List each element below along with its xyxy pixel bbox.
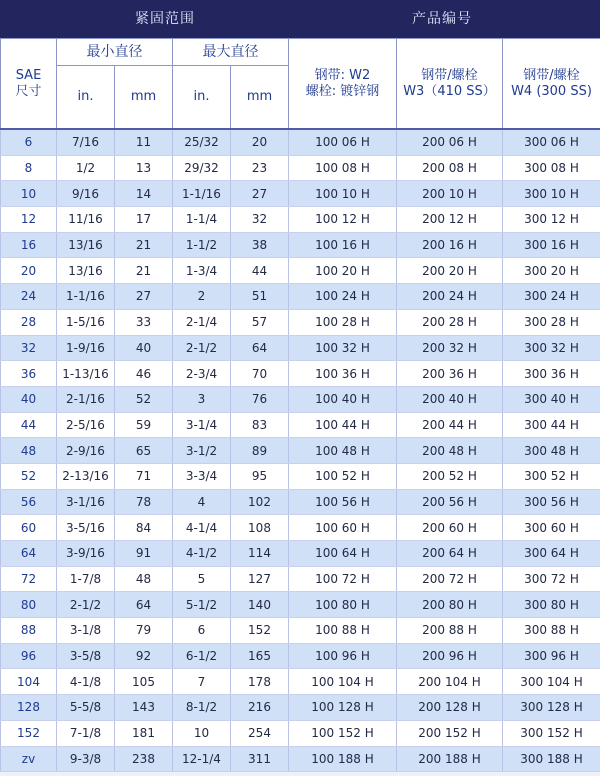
w3-code-cell: 200 28 H xyxy=(397,309,503,335)
max-mm-cell: 152 xyxy=(231,618,289,644)
w3-code-cell: 200 06 H xyxy=(397,129,503,155)
w3-code-cell: 200 152 H xyxy=(397,720,503,746)
table-row xyxy=(1,566,600,592)
w2-code-cell: 100 24 H xyxy=(289,284,397,310)
sae-size-cell: 6 xyxy=(1,129,57,155)
min-in-cell: 4-1/8 xyxy=(57,669,115,695)
w3-code-cell: 200 56 H xyxy=(397,489,503,515)
w4-code-cell: 300 44 H xyxy=(503,412,600,438)
min-mm-cell: 143 xyxy=(115,695,173,721)
max-diameter-header: 最大直径 xyxy=(173,39,289,66)
table-body xyxy=(1,129,600,772)
max-in-cell: 6 xyxy=(173,618,231,644)
sae-size-cell: 40 xyxy=(1,386,57,412)
min-in-cell: 2-1/2 xyxy=(57,592,115,618)
max-mm-cell: 95 xyxy=(231,463,289,489)
table-row xyxy=(1,129,600,155)
min-in-cell: 1-1/16 xyxy=(57,284,115,310)
min-in-cell: 7/16 xyxy=(57,129,115,155)
sae-size-cell: 52 xyxy=(1,463,57,489)
w4-code-cell: 300 32 H xyxy=(503,335,600,361)
w3-code-cell: 200 44 H xyxy=(397,412,503,438)
w2-code-cell: 100 152 H xyxy=(289,720,397,746)
w3-code-cell: 200 96 H xyxy=(397,643,503,669)
max-in-cell: 2 xyxy=(173,284,231,310)
sae-size-cell: 36 xyxy=(1,361,57,387)
w2-code-cell: 100 80 H xyxy=(289,592,397,618)
min-mm-cell: 33 xyxy=(115,309,173,335)
min-in-cell: 9-3/8 xyxy=(57,746,115,772)
w3-code-cell: 200 08 H xyxy=(397,155,503,181)
max-in-header: in. xyxy=(173,66,231,130)
table-row xyxy=(1,309,600,335)
sae-size-cell: 12 xyxy=(1,207,57,233)
min-mm-cell: 40 xyxy=(115,335,173,361)
w4-code-cell: 300 10 H xyxy=(503,181,600,207)
w3-code-cell: 200 88 H xyxy=(397,618,503,644)
range-group-title: 紧固范围 xyxy=(135,11,195,27)
sae-size-cell: 16 xyxy=(1,232,57,258)
w4-code-cell: 300 96 H xyxy=(503,643,600,669)
w2-screw-label: 螺栓: 镀锌钢 xyxy=(305,83,380,99)
table-row xyxy=(1,386,600,412)
min-mm-cell: 52 xyxy=(115,386,173,412)
w2-code-cell: 100 10 H xyxy=(289,181,397,207)
min-in-cell: 1-9/16 xyxy=(57,335,115,361)
w3-code-cell: 200 32 H xyxy=(397,335,503,361)
w4-code-cell: 300 28 H xyxy=(503,309,600,335)
max-in-cell: 3-3/4 xyxy=(173,463,231,489)
w2-code-cell: 100 60 H xyxy=(289,515,397,541)
min-mm-cell: 84 xyxy=(115,515,173,541)
sae-size-cell: 24 xyxy=(1,284,57,310)
w3-code-cell: 200 36 H xyxy=(397,361,503,387)
w4-code-cell: 300 72 H xyxy=(503,566,600,592)
max-mm-cell: 51 xyxy=(231,284,289,310)
w4-code-cell: 300 24 H xyxy=(503,284,600,310)
table-row xyxy=(1,515,600,541)
sae-size-cell: 72 xyxy=(1,566,57,592)
table-row xyxy=(1,643,600,669)
w2-code-cell: 100 12 H xyxy=(289,207,397,233)
min-in-cell: 2-5/16 xyxy=(57,412,115,438)
max-in-cell: 4-1/2 xyxy=(173,541,231,567)
w2-code-cell: 100 52 H xyxy=(289,463,397,489)
max-in-cell: 3 xyxy=(173,386,231,412)
w2-code-cell: 100 48 H xyxy=(289,438,397,464)
w4-material-label: 钢带/螺栓 xyxy=(523,67,580,83)
sae-size-cell: 10 xyxy=(1,181,57,207)
w2-code-cell: 100 06 H xyxy=(289,129,397,155)
min-in-cell: 3-9/16 xyxy=(57,541,115,567)
sae-size-cell: 88 xyxy=(1,618,57,644)
min-in-cell: 1-5/16 xyxy=(57,309,115,335)
max-mm-cell: 38 xyxy=(231,232,289,258)
min-diameter-header: 最小直径 xyxy=(57,39,173,66)
w4-code-cell: 300 12 H xyxy=(503,207,600,233)
min-in-cell: 3-5/16 xyxy=(57,515,115,541)
min-mm-cell: 13 xyxy=(115,155,173,181)
max-in-cell: 25/32 xyxy=(173,129,231,155)
w4-code-cell: 300 128 H xyxy=(503,695,600,721)
w4-code-cell: 300 06 H xyxy=(503,129,600,155)
min-in-cell: 1/2 xyxy=(57,155,115,181)
w3-code-cell: 200 10 H xyxy=(397,181,503,207)
min-mm-cell: 91 xyxy=(115,541,173,567)
table-row xyxy=(1,361,600,387)
max-in-cell: 2-1/2 xyxy=(173,335,231,361)
max-in-cell: 12-1/4 xyxy=(173,746,231,772)
max-in-cell: 1-1/2 xyxy=(173,232,231,258)
table-row xyxy=(1,232,600,258)
max-mm-cell: 254 xyxy=(231,720,289,746)
w2-band-label: 钢带: W2 xyxy=(314,67,371,83)
min-mm-cell: 48 xyxy=(115,566,173,592)
sae-size-cell: 44 xyxy=(1,412,57,438)
max-mm-cell: 23 xyxy=(231,155,289,181)
sae-size-cell: 128 xyxy=(1,695,57,721)
max-mm-cell: 27 xyxy=(231,181,289,207)
max-in-cell: 7 xyxy=(173,669,231,695)
table-row xyxy=(1,695,600,721)
w3-material-label: 钢带/螺栓 xyxy=(421,67,478,83)
max-mm-cell: 76 xyxy=(231,386,289,412)
max-in-cell: 29/32 xyxy=(173,155,231,181)
table-row xyxy=(1,746,600,772)
sae-size-cell: 28 xyxy=(1,309,57,335)
sae-size-cell: 104 xyxy=(1,669,57,695)
w2-code-cell: 100 96 H xyxy=(289,643,397,669)
sae-size-cell: 20 xyxy=(1,258,57,284)
max-in-cell: 2-3/4 xyxy=(173,361,231,387)
max-mm-header: mm xyxy=(231,66,289,130)
table-row xyxy=(1,335,600,361)
w2-code-cell: 100 32 H xyxy=(289,335,397,361)
w3-code-cell: 200 80 H xyxy=(397,592,503,618)
w4-code-cell: 300 80 H xyxy=(503,592,600,618)
w4-header xyxy=(503,39,600,130)
max-mm-cell: 57 xyxy=(231,309,289,335)
sae-size-header xyxy=(1,39,57,130)
table-row xyxy=(1,412,600,438)
sae-size-cell: 152 xyxy=(1,720,57,746)
min-mm-cell: 11 xyxy=(115,129,173,155)
header-band xyxy=(0,0,600,38)
min-in-cell: 7-1/8 xyxy=(57,720,115,746)
sae-size-cell: 60 xyxy=(1,515,57,541)
w2-code-cell: 100 56 H xyxy=(289,489,397,515)
w4-code-cell: 300 48 H xyxy=(503,438,600,464)
w4-code-cell: 300 88 H xyxy=(503,618,600,644)
sae-size-cell: 64 xyxy=(1,541,57,567)
w3-code-cell: 200 24 H xyxy=(397,284,503,310)
w4-code-cell: 300 16 H xyxy=(503,232,600,258)
min-mm-cell: 92 xyxy=(115,643,173,669)
max-mm-cell: 44 xyxy=(231,258,289,284)
w4-code-cell: 300 60 H xyxy=(503,515,600,541)
min-in-cell: 13/16 xyxy=(57,258,115,284)
w4-code-cell: 300 36 H xyxy=(503,361,600,387)
table-row xyxy=(1,720,600,746)
w3-code-cell: 200 60 H xyxy=(397,515,503,541)
max-in-cell: 1-3/4 xyxy=(173,258,231,284)
min-in-cell: 3-5/8 xyxy=(57,643,115,669)
w4-code-cell: 300 20 H xyxy=(503,258,600,284)
min-mm-cell: 17 xyxy=(115,207,173,233)
max-in-cell: 5 xyxy=(173,566,231,592)
max-mm-cell: 108 xyxy=(231,515,289,541)
sae-size-cell: zv xyxy=(1,746,57,772)
min-in-cell: 13/16 xyxy=(57,232,115,258)
w4-code-cell: 300 64 H xyxy=(503,541,600,567)
min-mm-cell: 65 xyxy=(115,438,173,464)
w3-code-cell: 200 188 H xyxy=(397,746,503,772)
w4-code-cell: 300 08 H xyxy=(503,155,600,181)
w2-code-cell: 100 128 H xyxy=(289,695,397,721)
max-in-cell: 2-1/4 xyxy=(173,309,231,335)
min-in-cell: 5-5/8 xyxy=(57,695,115,721)
sae-size-cell: 80 xyxy=(1,592,57,618)
min-mm-cell: 78 xyxy=(115,489,173,515)
w4-grade-label: W4 (300 SS) xyxy=(511,83,592,99)
min-mm-cell: 64 xyxy=(115,592,173,618)
table-row xyxy=(1,463,600,489)
max-in-cell: 10 xyxy=(173,720,231,746)
w2-code-cell: 100 40 H xyxy=(289,386,397,412)
max-mm-cell: 140 xyxy=(231,592,289,618)
table-row xyxy=(1,669,600,695)
max-in-cell: 6-1/2 xyxy=(173,643,231,669)
w3-header xyxy=(397,39,503,130)
min-mm-cell: 46 xyxy=(115,361,173,387)
max-mm-cell: 114 xyxy=(231,541,289,567)
min-in-cell: 2-9/16 xyxy=(57,438,115,464)
min-mm-header: mm xyxy=(115,66,173,130)
w2-code-cell: 100 16 H xyxy=(289,232,397,258)
min-in-cell: 3-1/8 xyxy=(57,618,115,644)
min-mm-cell: 71 xyxy=(115,463,173,489)
w3-code-cell: 200 20 H xyxy=(397,258,503,284)
max-mm-cell: 311 xyxy=(231,746,289,772)
w2-code-cell: 100 20 H xyxy=(289,258,397,284)
w3-code-cell: 200 104 H xyxy=(397,669,503,695)
max-mm-cell: 32 xyxy=(231,207,289,233)
max-in-cell: 4 xyxy=(173,489,231,515)
max-in-cell: 1-1/4 xyxy=(173,207,231,233)
table-row xyxy=(1,207,600,233)
w2-code-cell: 100 88 H xyxy=(289,618,397,644)
w3-code-cell: 200 12 H xyxy=(397,207,503,233)
w2-code-cell: 100 64 H xyxy=(289,541,397,567)
min-mm-cell: 181 xyxy=(115,720,173,746)
sae-label: SAE xyxy=(15,67,42,83)
w4-code-cell: 300 56 H xyxy=(503,489,600,515)
min-mm-cell: 59 xyxy=(115,412,173,438)
max-mm-cell: 165 xyxy=(231,643,289,669)
min-mm-cell: 79 xyxy=(115,618,173,644)
max-mm-cell: 64 xyxy=(231,335,289,361)
w2-code-cell: 100 44 H xyxy=(289,412,397,438)
w4-code-cell: 300 188 H xyxy=(503,746,600,772)
min-in-cell: 1-13/16 xyxy=(57,361,115,387)
sae-size-cell: 48 xyxy=(1,438,57,464)
w3-code-cell: 200 128 H xyxy=(397,695,503,721)
sae-size-cell: 32 xyxy=(1,335,57,361)
max-in-cell: 3-1/4 xyxy=(173,412,231,438)
max-mm-cell: 89 xyxy=(231,438,289,464)
w2-code-cell: 100 36 H xyxy=(289,361,397,387)
w2-code-cell: 100 72 H xyxy=(289,566,397,592)
table-row xyxy=(1,592,600,618)
max-mm-cell: 178 xyxy=(231,669,289,695)
min-mm-cell: 27 xyxy=(115,284,173,310)
w3-code-cell: 200 16 H xyxy=(397,232,503,258)
max-mm-cell: 102 xyxy=(231,489,289,515)
max-in-cell: 8-1/2 xyxy=(173,695,231,721)
product-code-group-title: 产品编号 xyxy=(412,11,472,27)
w4-code-cell: 300 104 H xyxy=(503,669,600,695)
w3-code-cell: 200 48 H xyxy=(397,438,503,464)
sae-size-cell: 96 xyxy=(1,643,57,669)
min-in-cell: 2-1/16 xyxy=(57,386,115,412)
w3-code-cell: 200 40 H xyxy=(397,386,503,412)
w2-code-cell: 100 28 H xyxy=(289,309,397,335)
table-row xyxy=(1,438,600,464)
min-mm-cell: 238 xyxy=(115,746,173,772)
w3-code-cell: 200 52 H xyxy=(397,463,503,489)
w3-code-cell: 200 72 H xyxy=(397,566,503,592)
max-mm-cell: 127 xyxy=(231,566,289,592)
table-row xyxy=(1,181,600,207)
table-row xyxy=(1,541,600,567)
min-in-header: in. xyxy=(57,66,115,130)
w4-code-cell: 300 152 H xyxy=(503,720,600,746)
hose-clamp-table xyxy=(0,38,600,772)
max-mm-cell: 20 xyxy=(231,129,289,155)
table-row xyxy=(1,258,600,284)
sae-size-cell: 56 xyxy=(1,489,57,515)
table-row xyxy=(1,155,600,181)
max-in-cell: 5-1/2 xyxy=(173,592,231,618)
min-mm-cell: 105 xyxy=(115,669,173,695)
w3-grade-label: W3（410 SS） xyxy=(403,83,496,99)
w4-code-cell: 300 52 H xyxy=(503,463,600,489)
min-in-cell: 1-7/8 xyxy=(57,566,115,592)
min-in-cell: 11/16 xyxy=(57,207,115,233)
max-in-cell: 4-1/4 xyxy=(173,515,231,541)
max-mm-cell: 216 xyxy=(231,695,289,721)
max-in-cell: 1-1/16 xyxy=(173,181,231,207)
table-row xyxy=(1,618,600,644)
min-in-cell: 2-13/16 xyxy=(57,463,115,489)
min-mm-cell: 21 xyxy=(115,232,173,258)
sae-size-cell: 8 xyxy=(1,155,57,181)
w2-code-cell: 100 104 H xyxy=(289,669,397,695)
w2-code-cell: 100 08 H xyxy=(289,155,397,181)
table-row xyxy=(1,284,600,310)
min-mm-cell: 14 xyxy=(115,181,173,207)
size-label: 尺寸 xyxy=(15,83,42,99)
w3-code-cell: 200 64 H xyxy=(397,541,503,567)
max-mm-cell: 70 xyxy=(231,361,289,387)
min-in-cell: 9/16 xyxy=(57,181,115,207)
w2-header xyxy=(289,39,397,130)
w4-code-cell: 300 40 H xyxy=(503,386,600,412)
max-in-cell: 3-1/2 xyxy=(173,438,231,464)
max-mm-cell: 83 xyxy=(231,412,289,438)
min-mm-cell: 21 xyxy=(115,258,173,284)
min-in-cell: 3-1/16 xyxy=(57,489,115,515)
w2-code-cell: 100 188 H xyxy=(289,746,397,772)
table-row xyxy=(1,489,600,515)
